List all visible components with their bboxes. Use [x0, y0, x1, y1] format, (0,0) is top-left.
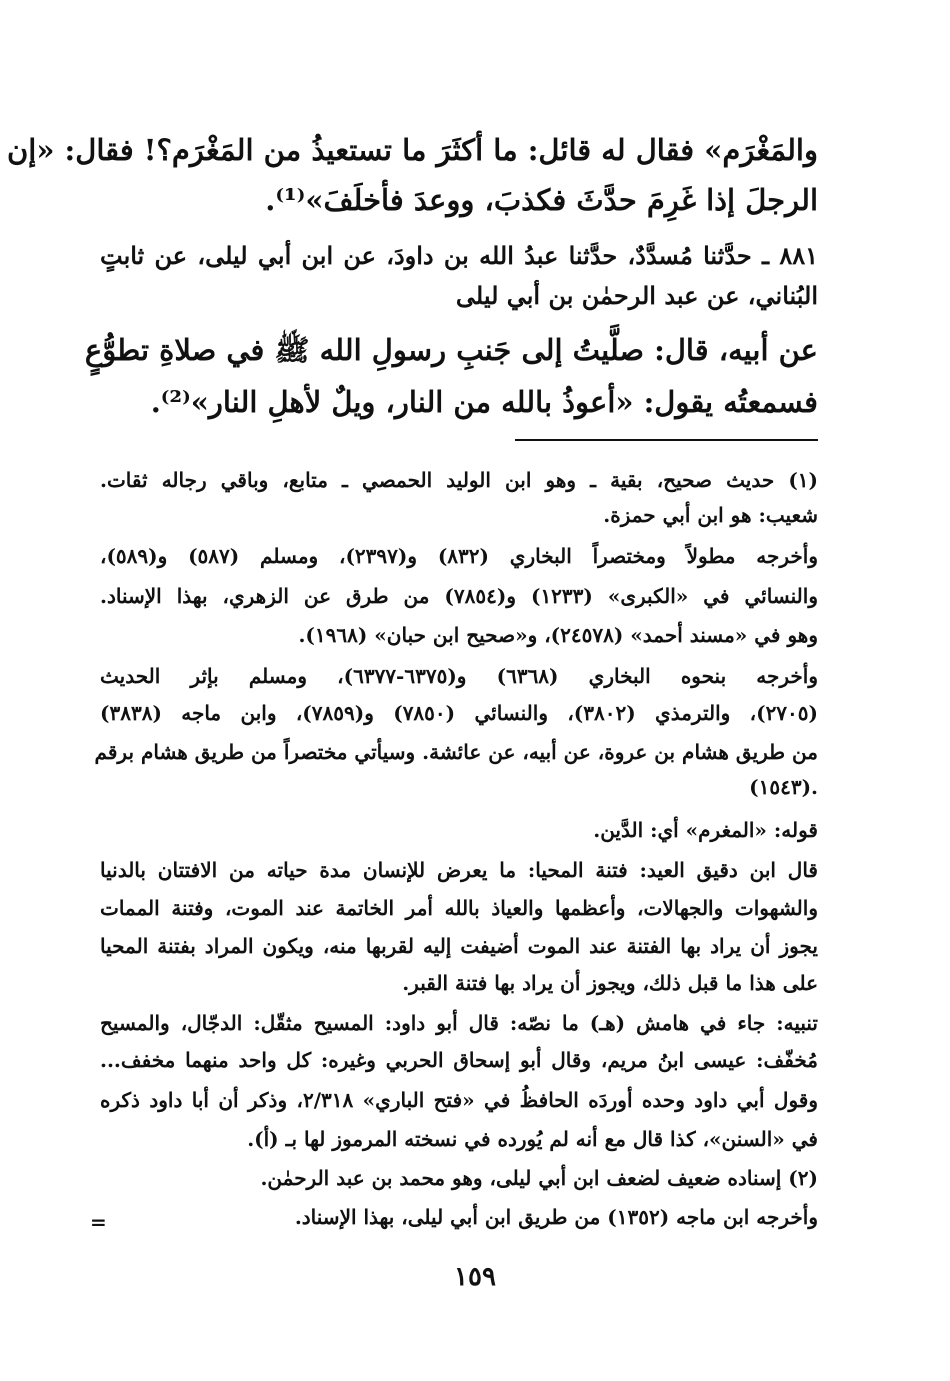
- main-text-line: الرجلَ إذا غَرِمَ حدَّثَ فكذبَ، ووعدَ فأخلَفَ»⁽¹⁾.: [265, 183, 818, 217]
- hadith-matn-line: فسمعتُه يقول: «أعوذُ بالله من النار، ويلٌ لأهلِ النار»⁽²⁾.: [150, 385, 818, 419]
- footnote-line: شعيب: هو ابن أبي حمزة.: [603, 503, 818, 527]
- page-number: ١٥٩: [454, 1262, 496, 1292]
- footnote-line: (٢٧٠٥)، والترمذي (٣٨٠٢)، والنسائي (٧٨٥٠) و(٧٨٥٩)، وابن ماجه (٣٨٣٨): [100, 701, 818, 725]
- hadith-isnad-line: البُناني، عن عبد الرحمٰن بن أبي ليلى: [455, 281, 818, 310]
- footnote-line: قال ابن دقيق العيد: فتنة المحيا: ما يعرض للإنسان مدة حياته من الافتتان بالدنيا: [100, 858, 818, 882]
- footnote-line: (٢) إسناده ضعيف لضعف ابن أبي ليلى، وهو محمد بن عبد الرحمٰن.: [260, 1166, 818, 1190]
- footnote-line: من طريق هشام بن عروة، عن أبيه، عن عائشة. وسيأتي مختصراً من طريق هشام برقم: [94, 740, 818, 764]
- footnote-separator: [515, 439, 818, 441]
- footnote-line: مُخفّف: عيسى ابنُ مريم، وقال أبو إسحاق الحربي وغيره: كل واحد منهما مخفف...: [100, 1048, 818, 1072]
- hadith-isnad-line: ٨٨١ ـ حدَّثنا مُسدَّدٌ، حدَّثنا عبدُ الله بن داودَ، عن ابن أبي ليلى، عن ثابتٍ: [100, 241, 818, 270]
- footnote-line: على هذا ما قبل ذلك، ويجوز أن يراد بها فتنة القبر.: [402, 971, 818, 995]
- footnote-line: وأخرجه ابن ماجه (١٣٥٢) من طريق ابن أبي ليلى، بهذا الإسناد.: [294, 1205, 818, 1229]
- footnote-line: يجوز أن يراد بها الفتنة عند الموت أضيفت إليه لقربها منه، ويكون المراد بفتنة المحيا: [100, 934, 818, 958]
- footnote-line: في «السنن»، كذا قال مع أنه لم يُورده في نسخته المرموز لها بـ (أ).: [247, 1127, 818, 1151]
- main-text-line: والمَغْرَم» فقال له قائل: ما أكثَرَ ما تستعيذُ من المَغْرَم؟! فقال: «إن: [6, 133, 818, 167]
- footnote-line: وهو في «مسند أحمد» (٢٤٥٧٨)، و«صحيح ابن حبان» (١٩٦٨).: [298, 623, 818, 647]
- footnote-line: تنبيه: جاء في هامش (هـ) ما نصّه: قال أبو داود: المسيح مثقّل: الدجّال، والمسيح: [100, 1011, 818, 1035]
- footnote-line: والشهوات والجهالات، وأعظمها والعياذ بالله أمر الخاتمة عند الموت، وفتنة الممات: [100, 896, 818, 920]
- continuation-marker: =: [90, 1210, 107, 1234]
- footnote-line: قوله: «المغرم» أي: الدَّين.: [593, 818, 818, 842]
- footnote-line: (١٥٤٣).: [749, 775, 818, 799]
- footnote-line: (١) حديث صحيح، بقية ـ وهو ابن الوليد الحمصي ـ متابع، وباقي رجاله ثقات.: [100, 468, 819, 492]
- footnote-line: والنسائي في «الكبرى» (١٢٣٣) و(٧٨٥٤) من طرق عن الزهري، بهذا الإسناد.: [100, 584, 818, 608]
- footnote-line: وأخرجه مطولاً ومختصراً البخاري (٨٣٢) و(٢٣٩٧)، ومسلم (٥٨٧) و(٥٨٩)،: [100, 544, 819, 568]
- hadith-matn-line: عن أبيه، قال: صلَّيتُ إلى جَنبِ رسولِ الله ﷺ في صلاةِ تطوُّعٍ: [84, 333, 818, 367]
- footnote-line: وأخرجه بنحوه البخاري (٦٣٦٨) و(٦٣٧٥-٦٣٧٧)، ومسلم بإثر الحديث: [100, 664, 819, 688]
- footnote-line: وقول أبي داود وحده أوردَه الحافظُ في «فتح الباري» ٢/٣١٨، وذكر أن أبا داود ذكره: [100, 1088, 818, 1112]
